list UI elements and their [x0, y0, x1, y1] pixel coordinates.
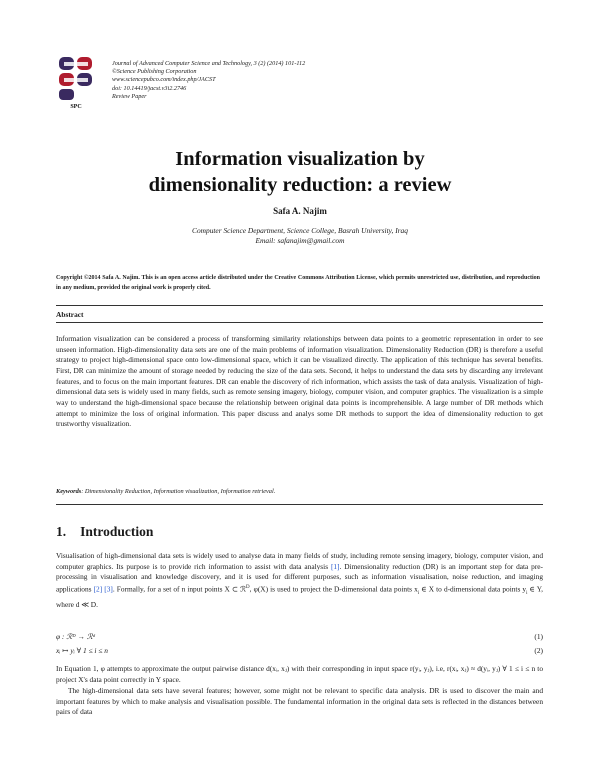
abstract-text: Information visualization can be considered a process of transforming similarity relationships between data points to a geometric representation in order to see unseen information. High-dimensionality data sets are one of the main problems of information visualization. Dimensionality Reduction (DR) is therefore a useful strategy to project high-dimensional space onto low-dimensional space, which it can be visualized directly. The application of this technique has several benefits. First, DR can minimize the amount of storage needed by reducing the size of the data sets. Second, it helps to understand the data sets by discarding any irrelevant features, and to focus on the main important features. DR can enable the discovery of rich information, which assists the task of data analysis. Visualization of high-dimensional data sets is widely used in many fields, such as remote sensing imagery, biology, computer vision, and computer graphics. The visualization is a simple way to understand the high-dimensional space because the relationship between original data points is incomprehensible. A large number of DR methods which attempt to minimize the loss of original information. This paper discuss and analys some DR methods to support the idea of dimensionality reduction to get trustworthy visualization.	[56, 334, 543, 429]
author-email[interactable]: Email: safanajim@gmail.com	[255, 236, 345, 245]
logo-lettering: SPC	[70, 104, 82, 110]
section-title: Introduction	[80, 524, 154, 539]
intro-text: . Formally, for a set of n input points X ⊂ ℛ	[112, 584, 247, 594]
equation-2	[56, 646, 543, 655]
equation-1-number: (1)	[534, 632, 543, 641]
equation-1	[56, 632, 543, 641]
title-line-2: dimensionality reduction: a review	[148, 174, 452, 196]
abstract-heading-rule	[56, 322, 543, 323]
subscript: i	[417, 590, 420, 596]
section-heading	[56, 524, 167, 540]
intro-text: ∈ Y, where d ≪ D.	[56, 584, 543, 609]
paper-type: Review Paper	[112, 92, 147, 100]
title-line-1: Information visualization by	[175, 148, 425, 170]
equation-1-body: φ : ℛᴰ → ℛᵈ	[56, 632, 95, 641]
superscript: D	[246, 584, 250, 590]
keywords	[56, 488, 543, 495]
intro-paragraph-1	[56, 551, 543, 610]
equation-2-body: xᵢ ↦ yᵢ ∀ 1 ≤ i ≤ n	[56, 646, 108, 655]
abstract-top-rule	[56, 305, 543, 306]
author-name: Safa A. Najim	[273, 206, 327, 216]
doi[interactable]: doi: 10.14419/jacst.v3i2.2746	[112, 84, 187, 92]
copyright-notice: Copyright ©2014 Safa A. Najim. This is an open access article distributed under the Creative Commons Attribution License, which permits unrestricted use, distribution, and reproduction in any medium, provided the original work is properly cited.	[56, 275, 540, 292]
intro-text: Visualisation of high-dimensional data sets is widely used to analyse data in many fields of study, including remote sensing imagery, biology, computer vision, and computer graphics. Its purpose is to provide rich information to assist with data analysis	[56, 551, 543, 571]
affiliation-block	[0, 226, 600, 246]
intro-text: ∈ X to d-dimensional data points y	[419, 584, 527, 594]
intro-text: . Dimensionality reduction (DR) is an important step for data pre-processing in visualisation and knowledge discovery, and it is used for different purposes, such as information visualisation, noise reduction, and imaging applications	[56, 561, 543, 594]
keywords-label: Keywords	[56, 488, 82, 495]
keywords-list: : Dimensionality Reduction, Information visualization, Information retrieval.	[81, 488, 276, 495]
intro-text: , φ(X) is used to project the D-dimensional data points x	[249, 584, 418, 594]
equation-2-number: (2)	[534, 646, 543, 655]
subscript: i	[526, 590, 528, 596]
journal-info	[112, 60, 305, 101]
affiliation: Computer Science Department, Science College, Basrah University, Iraq	[192, 226, 408, 235]
publisher-logo	[56, 55, 96, 110]
citation-link[interactable]: [1]	[330, 561, 340, 571]
journal-citation: Journal of Advanced Computer Science and Technology, 3 (2) (2014) 101-112	[112, 60, 306, 67]
abstract-heading: Abstract	[56, 310, 84, 319]
abstract-bottom-rule	[56, 504, 543, 505]
intro-paragraph-2: In Equation 1, φ attempts to approximate the output pairwise distance d(xᵢ, xⱼ) with their corresponding in input space r(yᵢ, yⱼ), i.e, r(xᵢ, xⱼ) ≈ d(yᵢ, yⱼ) ∀ 1 ≤ i ≤ n to project X's data point correctly in Y space.	[56, 664, 543, 684]
paper-title	[0, 146, 600, 198]
journal-url[interactable]: www.sciencepubco.com/index.php/JACST	[112, 76, 216, 84]
citation-link[interactable]: [2]	[93, 584, 103, 594]
section-number: 1.	[56, 524, 67, 539]
citation-link[interactable]: [3]	[104, 584, 113, 594]
publisher-name: ©Science Publishing Corporation	[112, 68, 197, 76]
intro-paragraph-3: The high-dimensional data sets have several features; however, some might not be relevant to specific data analysis. DR is used to discover the main and important features by which to make analysis and visualisation possible. The fundamental information in the original data sets is reflected in the distances between pairs of data	[56, 686, 543, 717]
